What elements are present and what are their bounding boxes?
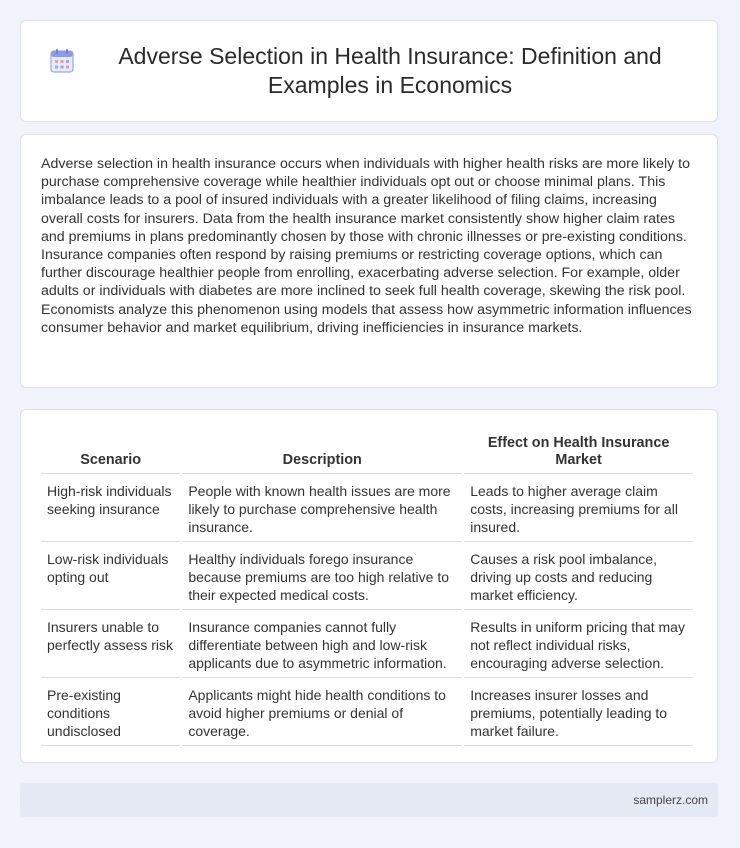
cell-scenario: Insurers unable to perfectly assess risk bbox=[41, 610, 180, 678]
cell-description: Applicants might hide health conditions to avoid higher premiums or denial of coverage. bbox=[182, 678, 462, 746]
cell-scenario: High-risk individuals seeking insurance bbox=[41, 474, 180, 542]
header-effect: Effect on Health Insurance Market bbox=[464, 430, 693, 474]
article-card bbox=[20, 134, 718, 388]
cell-effect: Increases insurer losses and premiums, potentially leading to market failure. bbox=[464, 678, 693, 746]
table-row bbox=[41, 678, 693, 746]
cell-effect: Results in uniform pricing that may not reflect individual risks, encouraging adverse selection. bbox=[464, 610, 693, 678]
page-title: Adverse Selection in Health Insurance: Definition and Examples in Economics bbox=[118, 43, 662, 98]
cell-description: Healthy individuals forego insurance because premiums are too high relative to their expected medical costs. bbox=[182, 542, 462, 610]
calendar-grid-icon bbox=[49, 48, 75, 74]
cell-scenario: Pre-existing conditions undisclosed bbox=[41, 678, 180, 746]
footer bbox=[20, 783, 718, 817]
cell-effect: Causes a risk pool imbalance, driving up costs and reducing market efficiency. bbox=[464, 542, 693, 610]
title-wrap bbox=[49, 42, 689, 100]
cell-description: People with known health issues are more likely to purchase comprehensive health insurance. bbox=[182, 474, 462, 542]
scenario-table bbox=[39, 430, 695, 746]
title-card bbox=[20, 20, 718, 122]
table-row bbox=[41, 610, 693, 678]
cell-scenario: Low-risk individuals opting out bbox=[41, 542, 180, 610]
table-card bbox=[20, 409, 718, 763]
header-description: Description bbox=[182, 430, 462, 474]
table-row bbox=[41, 474, 693, 542]
article-paragraph: Adverse selection in health insurance occurs when individuals with higher health risks are more likely to purchase comprehensive coverage while healthier individuals opt out or choose minimal plans. This imbalance leads to a pool of insured individuals with a greater likelihood of filing claims, increasing overall costs for insurers. Data from the health insurance market consistently show higher claim rates and premiums in plans predominantly chosen by those with chronic illnesses or pre-existing conditions. Insurance companies often respond by raising premiums or restricting coverage options, which can further discourage healthier people from enrolling, exacerbating adverse selection. For example, older adults or individuals with diabetes are more inclined to seek full health coverage, skewing the risk pool. Economists analyze this phenomenon using models that assess how asymmetric information influences consumer behavior and market equilibrium, driving inefficiencies in insurance markets. bbox=[41, 156, 692, 336]
cell-description: Insurance companies cannot fully differentiate between high and low-risk applicants due to asymmetric information. bbox=[182, 610, 462, 678]
footer-site-link[interactable]: samplerz.com bbox=[633, 793, 708, 807]
header-scenario: Scenario bbox=[41, 430, 180, 474]
cell-effect: Leads to higher average claim costs, increasing premiums for all insured. bbox=[464, 474, 693, 542]
table-row bbox=[41, 542, 693, 610]
table-header-row bbox=[41, 430, 693, 474]
